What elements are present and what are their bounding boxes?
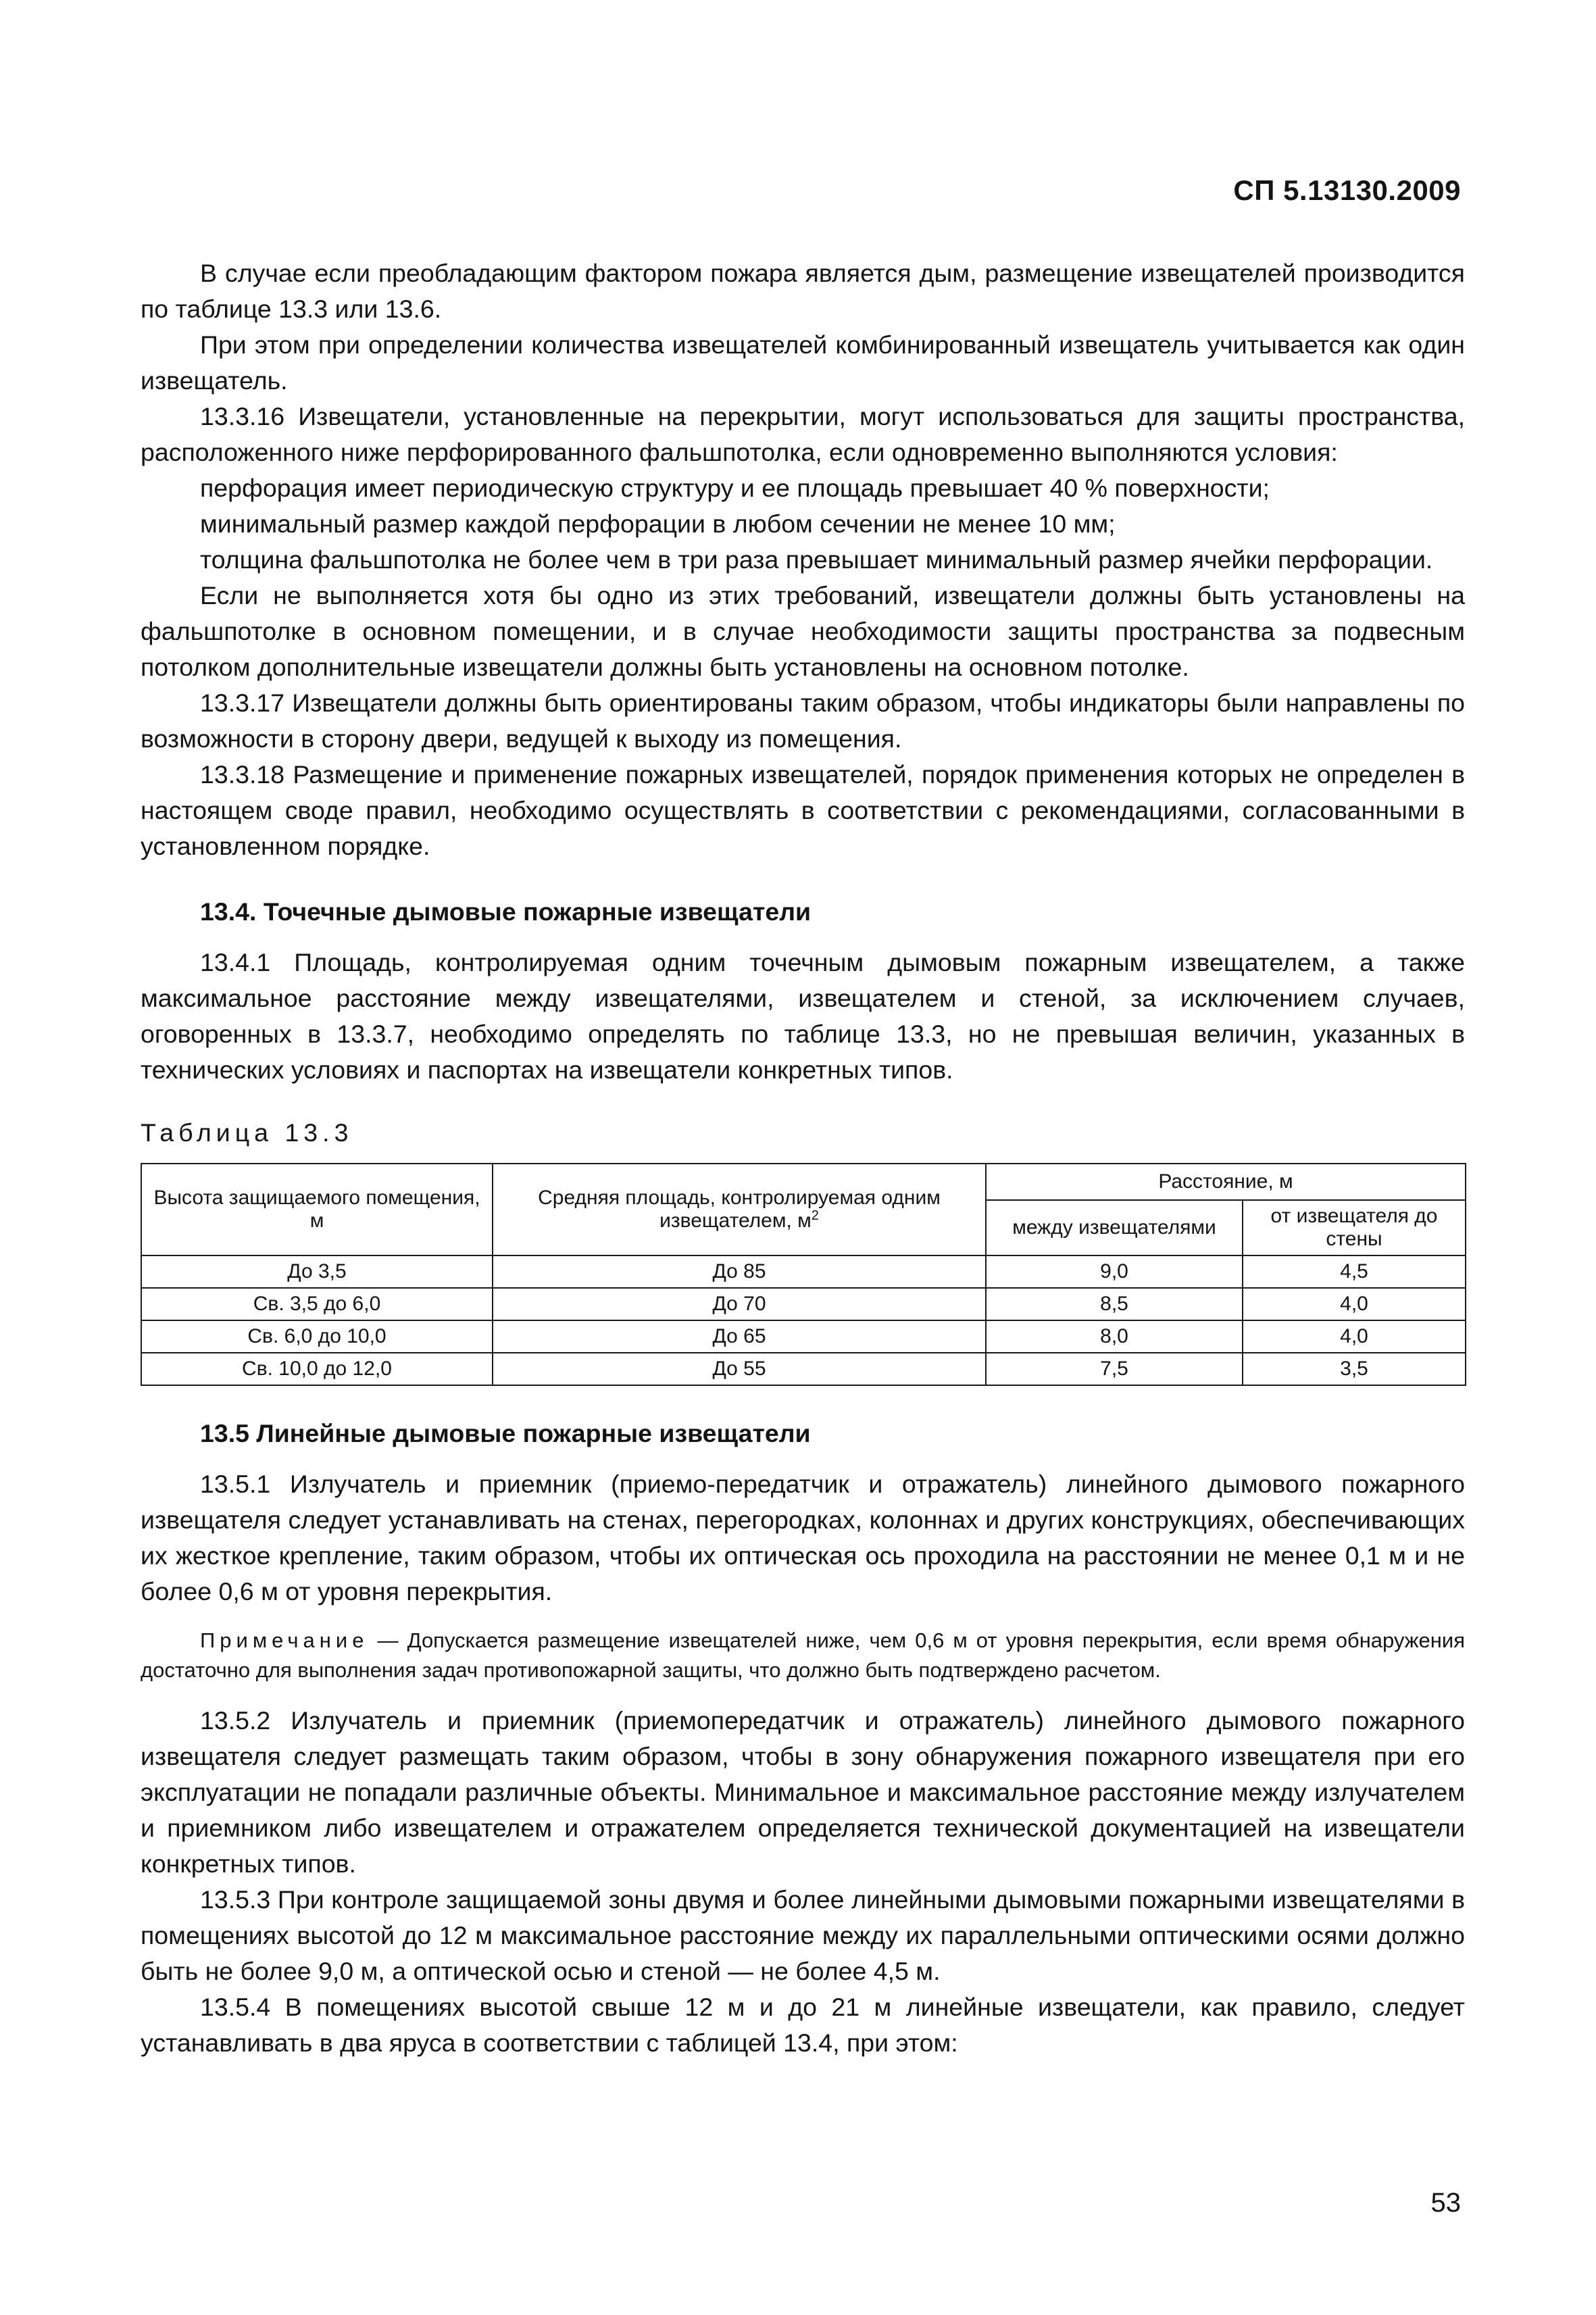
section-heading-13-5: 13.5 Линейные дымовые пожарные извещатели bbox=[200, 1419, 811, 1447]
header-detector-to-wall: от извещателя до стены bbox=[1243, 1200, 1466, 1255]
header-average-area-text: Средняя площадь, контролируемая одним извещателем, м bbox=[538, 1187, 941, 1232]
note-text: — Допускается размещение извещателей ниже, чем 0,6 м от уровня перекрытия, если время обнаружения достаточно для выполнения задач противопожарной защиты, что должно быть подтверждено расчетом. bbox=[141, 1628, 1465, 1682]
paragraph-13-5-1: 13.5.1 Излучатель и приемник (приемо-передатчик и отражатель) линейного дымового пожарного извещателя следует устанавливать на стенах, перегородках, колоннах и других конструкциях, обеспечивающих их жесткое крепление, таким образом, чтобы их оптическая ось проходила на расстоянии не менее 0,1 м и не более 0,6 м от уровня перекрытия. bbox=[141, 1470, 1465, 1605]
table-row bbox=[141, 1320, 1466, 1353]
condition-ceiling-thickness: толщина фальшпотолка не более чем в три раза превышает минимальный размер ячейки перфорации. bbox=[200, 545, 1433, 574]
table-cell: До 55 bbox=[493, 1353, 986, 1385]
table-caption: Таблица 13.3 bbox=[141, 1118, 353, 1147]
section-heading-13-4: 13.4. Точечные дымовые пожарные извещатели bbox=[200, 897, 812, 926]
page-number: 53 bbox=[1430, 2188, 1461, 2218]
table-13-3 bbox=[141, 1163, 1466, 1386]
table-cell: Св. 3,5 до 6,0 bbox=[141, 1288, 493, 1320]
header-room-height: Высота защищаемого помещения, м bbox=[141, 1164, 493, 1255]
note-label: Примечание bbox=[200, 1628, 369, 1652]
header-area-superscript: 2 bbox=[811, 1208, 819, 1223]
paragraph-requirements-not-met: Если не выполняется хотя бы одно из этих требований, извещатели должны быть установлены на фальшпотолке в основном помещении, и в случае необходимости защиты пространства за подвесным потолком дополнительные извещатели должны быть установлены на основном потолке. bbox=[141, 581, 1465, 681]
condition-perforation-structure: перфорация имеет периодическую структуру и ее площадь превышает 40 % поверхности; bbox=[200, 474, 1270, 502]
header-average-area bbox=[493, 1164, 986, 1255]
table-cell: 4,0 bbox=[1243, 1320, 1466, 1353]
paragraph-13-3-18: 13.3.18 Размещение и применение пожарных извещателей, порядок применения которых не определен в настоящем своде правил, необходимо осуществлять в соответствии с рекомендациями, согласованными в установленном порядке. bbox=[141, 760, 1465, 860]
document-code: СП 5.13130.2009 bbox=[1233, 174, 1461, 206]
table-cell: До 65 bbox=[493, 1320, 986, 1353]
paragraph-13-4-1: 13.4.1 Площадь, контролируемая одним точечным дымовым пожарным извещателем, а также максимальное расстояние между извещателями, извещателем и стеной, за исключением случаев, оговоренных в 13.3.7, необходимо определять по таблице 13.3, но не превышая величин, указанных в технических условиях и паспортах на извещатели конкретных типов. bbox=[141, 948, 1465, 1084]
table-cell: До 85 bbox=[493, 1255, 986, 1288]
table-cell: 9,0 bbox=[986, 1255, 1243, 1288]
note bbox=[141, 1626, 1465, 1685]
condition-perforation-size: минимальный размер каждой перфорации в любом сечении не менее 10 мм; bbox=[200, 509, 1116, 538]
table-row bbox=[141, 1353, 1466, 1385]
paragraph-smoke-factor: В случае если преобладающим фактором пожара является дым, размещение извещателей производится по таблице 13.3 или 13.6. bbox=[141, 259, 1465, 323]
paragraph-13-3-17: 13.3.17 Извещатели должны быть ориентированы таким образом, чтобы индикаторы были направлены по возможности в сторону двери, ведущей к выходу из помещения. bbox=[141, 689, 1465, 753]
table-cell: До 70 bbox=[493, 1288, 986, 1320]
paragraph-combined-detector: При этом при определении количества извещателей комбинированный извещатель учитывается как один извещатель. bbox=[141, 330, 1465, 395]
table-cell: Св. 6,0 до 10,0 bbox=[141, 1320, 493, 1353]
table-cell: До 3,5 bbox=[141, 1255, 493, 1288]
header-distance: Расстояние, м bbox=[986, 1164, 1466, 1200]
table-cell: 4,0 bbox=[1243, 1288, 1466, 1320]
table-cell: 8,0 bbox=[986, 1320, 1243, 1353]
paragraph-13-5-2: 13.5.2 Излучатель и приемник (приемопередатчик и отражатель) линейного дымового пожарного извещателя следует размещать таким образом, чтобы в зону обнаружения пожарного извещателя при его эксплуатации не попадали различные объекты. Минимальное и максимальное расстояние между излучателем и приемником либо извещателем и отражателем определяется технической документацией на извещатели конкретных типов. bbox=[141, 1706, 1465, 1878]
header-between-detectors: между извещателями bbox=[986, 1200, 1243, 1255]
table-row bbox=[141, 1288, 1466, 1320]
table-cell: 7,5 bbox=[986, 1353, 1243, 1385]
table-cell: 8,5 bbox=[986, 1288, 1243, 1320]
paragraph-13-5-4: 13.5.4 В помещениях высотой свыше 12 м и до 21 м линейные извещатели, как правило, следует устанавливать в два яруса в соответствии с таблицей 13.4, при этом: bbox=[141, 1993, 1465, 2057]
page-content bbox=[141, 255, 1465, 2061]
paragraph-13-5-3: 13.5.3 При контроле защищаемой зоны двумя и более линейными дымовыми пожарными извещателями в помещениях высотой до 12 м максимальное расстояние между их параллельными оптическими осями должно быть не более 9,0 м, а оптической осью и стеной — не более 4,5 м. bbox=[141, 1885, 1465, 1985]
table-cell: Св. 10,0 до 12,0 bbox=[141, 1353, 493, 1385]
table-cell: 4,5 bbox=[1243, 1255, 1466, 1288]
table-cell: 3,5 bbox=[1243, 1353, 1466, 1385]
table-row bbox=[141, 1255, 1466, 1288]
paragraph-13-3-16: 13.3.16 Извещатели, установленные на перекрытии, могут использоваться для защиты пространства, расположенного ниже перфорированного фальшпотолка, если одновременно выполняются условия: bbox=[141, 402, 1465, 466]
